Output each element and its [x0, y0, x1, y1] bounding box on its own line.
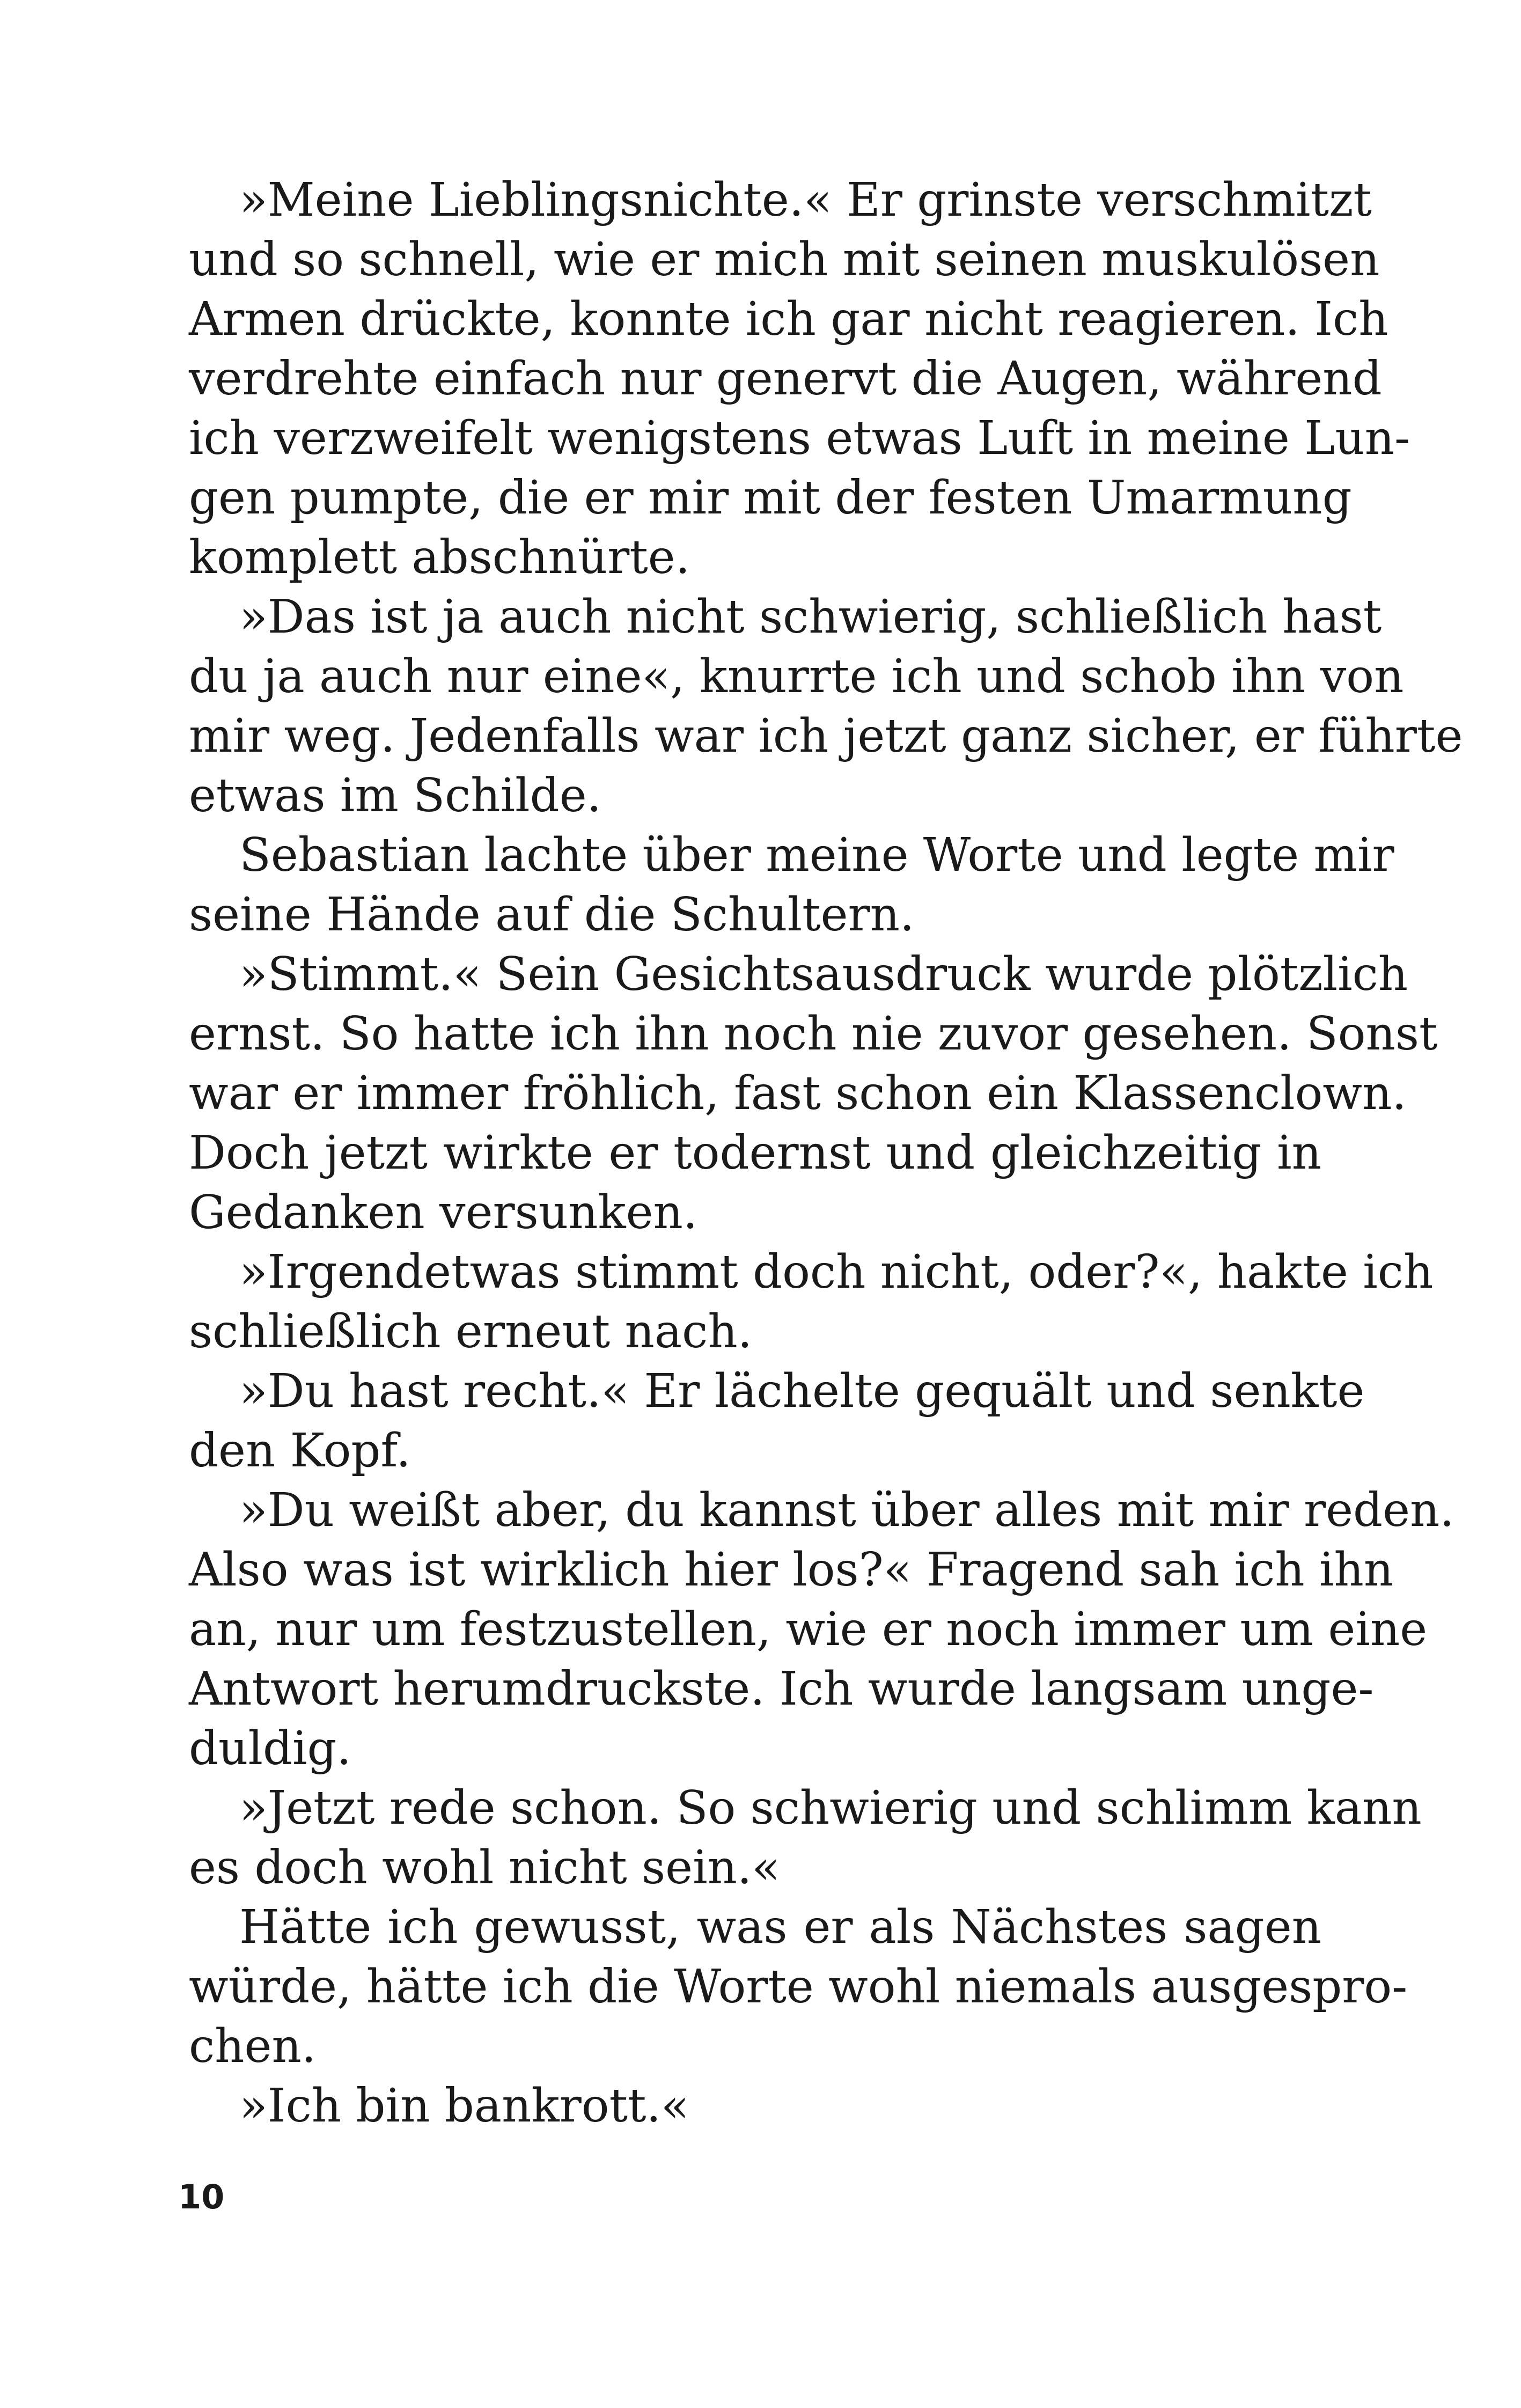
text-line: »Du weißt aber, du kannst über alles mit mir reden. [239, 1484, 1454, 1537]
text-line: an, nur um festzustellen, wie er noch immer um eine [189, 1603, 1428, 1656]
text-line: »Stimmt.« Sein Gesichtsausdruck wurde plötzlich [239, 948, 1408, 1001]
text-line: etwas im Schilde. [189, 769, 601, 823]
text-line: komplett abschnürte. [189, 531, 690, 584]
body-text [189, 171, 1463, 2136]
text-line: Also was ist wirklich hier los?« Fragend sah ich ihn [189, 1543, 1394, 1597]
text-line: Armen drückte, konnte ich gar nicht reagieren. Ich [189, 292, 1388, 346]
text-line: »Irgendetwas stimmt doch nicht, oder?«, hakte ich [239, 1245, 1434, 1299]
text-line: Doch jetzt wirkte er todernst und gleichzeitig in [189, 1126, 1321, 1180]
text-line: du ja auch nur eine«, knurrte ich und schob ihn von [189, 650, 1404, 703]
text-line: »Das ist ja auch nicht schwierig, schließlich hast [239, 590, 1382, 644]
text-line: Sebastian lachte über meine Worte und legte mir [239, 828, 1394, 882]
text-line: ich verzweifelt wenigstens etwas Luft in meine Lun- [189, 412, 1410, 465]
text-line: Antwort herumdruckste. Ich wurde langsam unge- [189, 1662, 1374, 1716]
text-line: »Du hast recht.« Er lächelte gequält und senkte [239, 1364, 1365, 1418]
text-line: »Ich bin bankrott.« [239, 2079, 689, 2133]
text-line: seine Hände auf die Schultern. [189, 888, 915, 942]
text-line: verdrehte einfach nur genervt die Augen, während [189, 352, 1382, 406]
text-line: war er immer fröhlich, fast schon ein Klassenclown. [189, 1067, 1407, 1120]
text-line: mir weg. Jedenfalls war ich jetzt ganz sicher, er führte [189, 709, 1463, 763]
text-line: »Meine Lieblingsnichte.« Er grinste verschmitzt [239, 173, 1372, 227]
text-line: duldig. [189, 1722, 351, 1775]
text-line: es doch wohl nicht sein.« [189, 1841, 780, 1895]
text-line: Gedanken versunken. [189, 1186, 698, 1239]
text-line: ernst. So hatte ich ihn noch nie zuvor gesehen. Sonst [189, 1007, 1438, 1061]
text-line: gen pumpte, die er mir mit der festen Umarmung [189, 471, 1352, 525]
text-line: »Jetzt rede schon. So schwierig und schlimm kann [239, 1781, 1422, 1835]
text-line: würde, hätte ich die Worte wohl niemals ausgespro- [189, 1960, 1408, 2014]
text-line: Hätte ich gewusst, was er als Nächstes sagen [239, 1900, 1321, 1954]
text-line: chen. [189, 2020, 317, 2073]
page-number: 10 [178, 2177, 225, 2216]
text-line: und so schnell, wie er mich mit seinen muskulösen [189, 233, 1380, 287]
text-line: schließlich erneut nach. [189, 1305, 753, 1359]
text-line: den Kopf. [189, 1424, 411, 1478]
